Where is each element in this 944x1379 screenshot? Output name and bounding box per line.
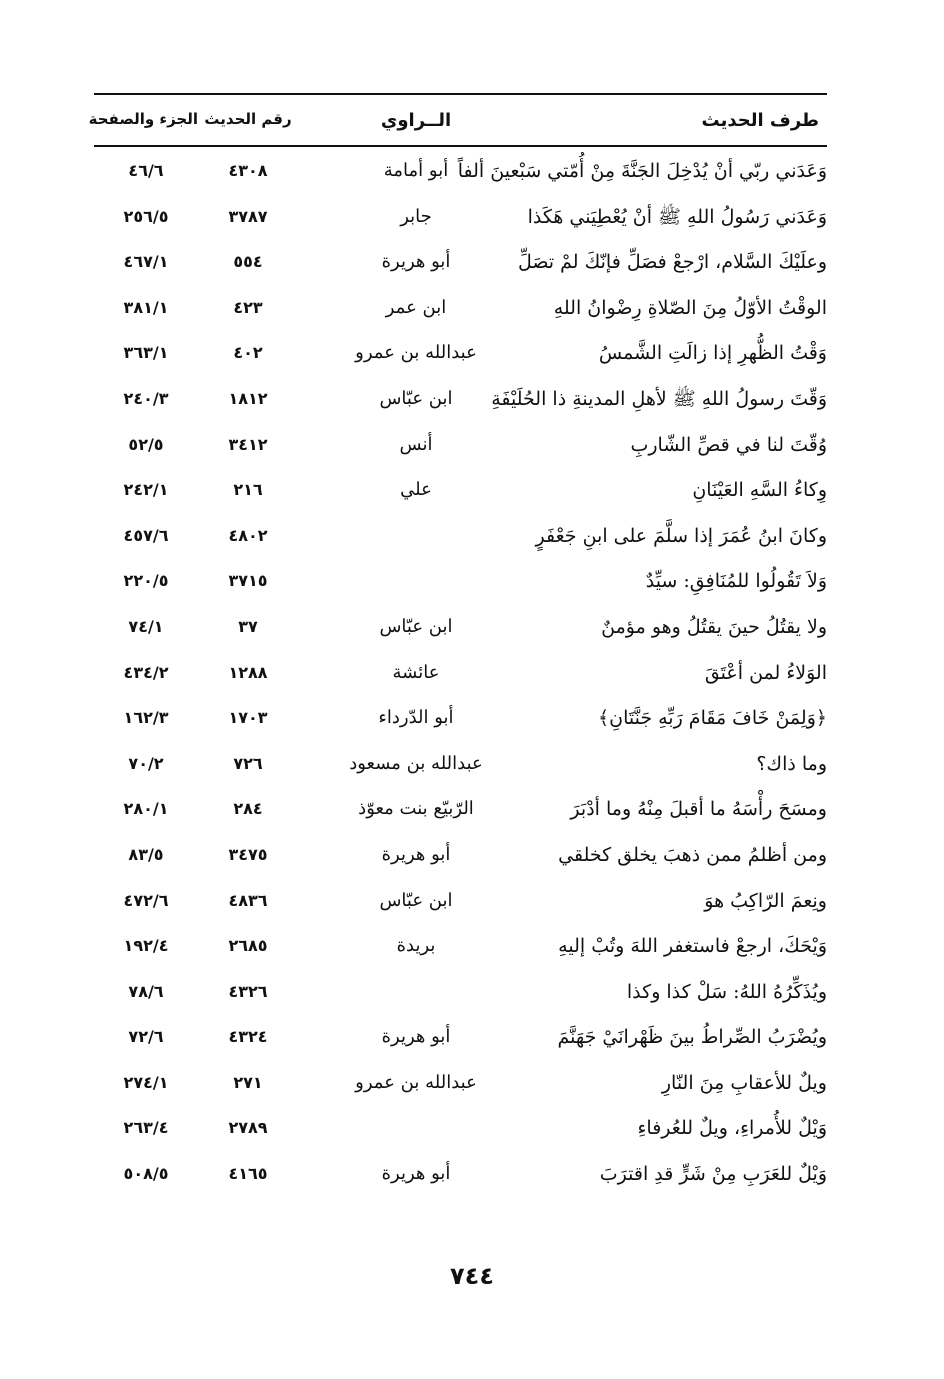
hadith-cell: ولا يقتُلُ حينَ يقتُلُ وهو مؤمنٌ [601, 615, 827, 638]
table-row [94, 196, 827, 242]
volume-cell: ٢٦٣/٤ [123, 1118, 169, 1138]
header-number: رقم الحديث [204, 110, 292, 128]
narrator-cell: عبدالله بن عمرو [355, 1071, 477, 1093]
narrator-cell: أبو هريرة [381, 251, 451, 273]
hadith-table [94, 150, 827, 1199]
number-cell: ٢١٦ [233, 480, 263, 500]
number-cell: ٣٧١٥ [228, 571, 268, 591]
number-cell: ٣٤١٢ [228, 434, 268, 454]
hadith-cell: ﴿وَلِمَنْ خَافَ مَقَامَ رَبِّهِ جَنَّتَانِ﴾ [597, 707, 827, 730]
hadith-cell: وَيْلٌ للأُمراءِ، ويلٌ للعُرفاءِ [637, 1117, 827, 1140]
volume-cell: ٧٨/٦ [128, 981, 164, 1001]
number-cell: ٢٧١ [233, 1072, 263, 1092]
hadith-cell: ونِعمَ الرّاكِبُ هوَ [704, 889, 827, 912]
number-cell: ١٢٨٨ [228, 662, 268, 682]
hadith-cell: وَعَدَني ربّي أنْ يُدْخِلَ الجَنَّةَ مِنْ أُمّتي سَبْعينَ ألفاً [457, 160, 827, 182]
narrator-cell: ابن عبّاس [379, 615, 453, 637]
number-cell: ٤٣٢٦ [228, 981, 268, 1001]
number-cell: ٥٥٤ [233, 252, 263, 272]
volume-cell: ٧٠/٢ [128, 753, 164, 773]
volume-cell: ٧٢/٦ [128, 1027, 164, 1047]
volume-cell: ٤٧٢/٦ [123, 890, 169, 910]
table-row [94, 378, 827, 424]
table-row [94, 880, 827, 926]
hadith-cell: ويلٌ للأعقابِ مِنَ النّارِ [661, 1071, 827, 1094]
table-row [94, 469, 827, 515]
volume-cell: ٣٦٣/١ [123, 343, 169, 363]
number-cell: ٢٧٨٩ [228, 1118, 268, 1138]
table-row [94, 606, 827, 652]
narrator-cell: عبدالله بن مسعود [349, 752, 483, 774]
number-cell: ٢٨٤ [233, 799, 263, 819]
hadith-cell: وُقّتَ لنا في قصِّ الشّاربِ [630, 433, 827, 456]
volume-cell: ٤٦٧/١ [123, 252, 169, 272]
narrator-cell: بريدة [396, 935, 436, 957]
table-row [94, 150, 827, 196]
page-number: ٧٤٤ [450, 1262, 494, 1290]
narrator-cell: أبو أمامة [383, 160, 449, 181]
hadith-cell: الوَلاءُ لمن أعْتَقَ [704, 661, 827, 684]
number-cell: ١٨١٢ [228, 388, 268, 408]
table-row [94, 287, 827, 333]
number-cell: ٤٨٠٢ [228, 525, 268, 545]
table-row [94, 1107, 827, 1153]
top-rule [94, 93, 827, 95]
number-cell: ٣٤٧٥ [228, 844, 268, 864]
hadith-cell: وَعَدَني رَسُولُ اللهِ ﷺ أنْ يُعْطِيَني هَكَذا [527, 205, 827, 228]
volume-cell: ٣٨١/١ [123, 297, 169, 317]
table-row [94, 743, 827, 789]
volume-cell: ٢٤٠/٣ [123, 388, 169, 408]
narrator-cell: أنس [399, 433, 433, 455]
volume-cell: ٤٦/٦ [128, 161, 164, 180]
volume-cell: ٢٨٠/١ [123, 799, 169, 819]
table-header [88, 106, 827, 142]
volume-cell: ٥٠٨/٥ [123, 1164, 169, 1184]
narrator-cell: ابن عبّاس [379, 889, 453, 911]
table-row [94, 515, 827, 561]
hadith-cell: وَقْتُ الظُّهرِ إذا زالَتِ الشَّمسُ [598, 342, 827, 365]
narrator-cell: جابر [400, 205, 432, 227]
narrator-cell: أبو هريرة [381, 843, 451, 865]
number-cell: ٧٢٦ [233, 753, 263, 773]
hadith-cell: ومن أظلمُ ممن ذهبَ يخلق كخلقي [558, 843, 827, 866]
table-row [94, 560, 827, 606]
hadith-cell: وَيْلٌ للعَرَبِ مِنْ شَرٍّ قدِ اقترَبَ [599, 1163, 827, 1186]
number-cell: ٤٢٣ [233, 297, 263, 317]
table-row [94, 652, 827, 698]
narrator-cell: أبو هريرة [381, 1163, 451, 1185]
narrator-cell: أبو الدّرداء [378, 707, 454, 729]
volume-cell: ٤٥٧/٦ [123, 525, 169, 545]
narrator-cell: علي [400, 479, 432, 501]
table-row [94, 697, 827, 743]
number-cell: ٤٠٢ [233, 343, 263, 363]
number-cell: ٢٦٨٥ [228, 936, 268, 956]
hadith-cell: وما ذاك؟ [756, 752, 827, 775]
header-volume: الجزء والصفحة [88, 110, 198, 128]
hadith-cell: وعلَيْكَ السَّلام، ارْجعْ فصَلِّ فإنّكَ لمْ تصَلِّ [517, 251, 827, 274]
header-hadith: طرف الحديث [701, 110, 819, 131]
table-row [94, 332, 827, 378]
number-cell: ٤١٦٥ [228, 1164, 268, 1184]
hadith-cell: وِكاءُ السَّهِ العَيْنَانِ [692, 479, 827, 502]
header-rule [94, 145, 827, 147]
volume-cell: ٤٣٤/٢ [123, 662, 169, 682]
volume-cell: ١٦٢/٣ [123, 708, 169, 728]
volume-cell: ٥٢/٥ [128, 434, 164, 454]
number-cell: ٤٨٣٦ [228, 890, 268, 910]
hadith-cell: ويُضْرَبُ الصِّراطُ بينَ ظَهْرانَيْ جَهَنَّمَ [557, 1026, 827, 1049]
hadith-cell: وكانَ ابنُ عُمَرَ إذا سلَّمَ على ابنِ جَعْفَرٍ [535, 524, 827, 547]
volume-cell: ٢٧٤/١ [123, 1072, 169, 1092]
number-cell: ٤٣٢٤ [228, 1027, 268, 1047]
hadith-cell: وَيْحَكَ، ارجعْ فاستغفر اللهَ وتُبْ إليهِ [558, 935, 827, 958]
table-row [94, 1062, 827, 1108]
table-row [94, 971, 827, 1017]
table-row [94, 241, 827, 287]
table-row [94, 424, 827, 470]
volume-cell: ٢٢٠/٥ [123, 571, 169, 591]
hadith-cell: ومسَحَ رأْسَهُ ما أقبلَ مِنْهُ وما أدْبَرَ [570, 798, 827, 821]
hadith-cell: ويُذَكِّرُهُ اللهُ: سَلْ كذا وكذا [626, 980, 827, 1003]
hadith-cell: الوقْتُ الأوّلُ مِنَ الصّلاةِ رِضْوانُ اللهِ [553, 296, 827, 319]
table-row [94, 788, 827, 834]
narrator-cell: ابن عمر [385, 296, 447, 318]
narrator-cell: عبدالله بن عمرو [355, 342, 477, 364]
narrator-cell: ابن عبّاس [379, 387, 453, 409]
table-row [94, 1016, 827, 1062]
volume-cell: ٢٤٢/١ [123, 480, 169, 500]
volume-cell: ٧٤/١ [128, 616, 164, 636]
header-narrator: الــراوي [380, 110, 452, 131]
number-cell: ٣٧ [238, 616, 258, 636]
number-cell: ١٧٠٣ [228, 708, 268, 728]
volume-cell: ٨٣/٥ [128, 844, 164, 864]
number-cell: ٤٣٠٨ [228, 161, 268, 180]
volume-cell: ٢٥٦/٥ [123, 206, 169, 226]
table-row [94, 1153, 827, 1199]
hadith-cell: وَقّتَ رسولُ اللهِ ﷺ لأهلِ المدينةِ ذا الحُلَيْفَةِ [491, 387, 827, 410]
table-row [94, 925, 827, 971]
narrator-cell: الرّبيّع بنت معوّذ [358, 798, 474, 820]
narrator-cell: عائشة [392, 661, 440, 683]
table-row [94, 834, 827, 880]
narrator-cell: أبو هريرة [381, 1026, 451, 1048]
number-cell: ٣٧٨٧ [228, 206, 268, 226]
volume-cell: ١٩٢/٤ [123, 936, 169, 956]
hadith-cell: وَلاَ تَقُولُوا للمُنَافِقِ: سيِّدٌ [645, 570, 827, 593]
